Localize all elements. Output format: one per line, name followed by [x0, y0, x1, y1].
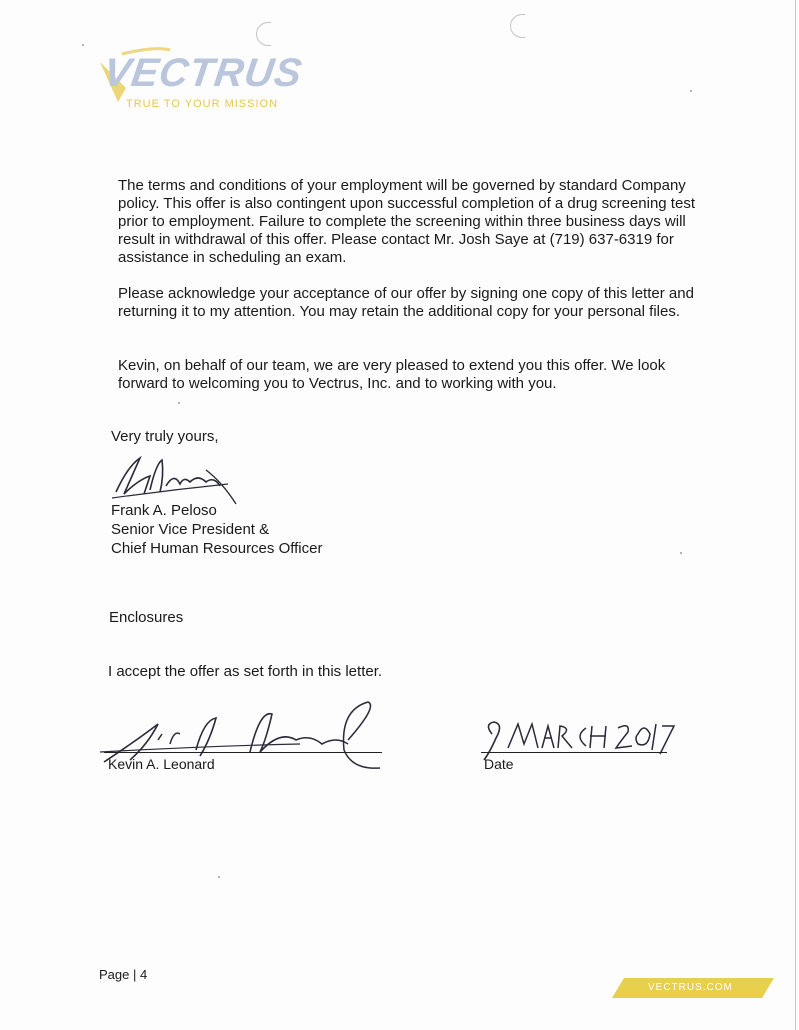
- enclosures-label: Enclosures: [109, 609, 184, 626]
- acceptance-statement: I accept the offer as set forth in this letter.: [108, 663, 383, 680]
- paragraph-welcome: Kevin, on behalf of our team, we are very pleased to extend you this offer. We look forward to welcoming you to Vectrus, Inc. and to working with you.: [118, 357, 666, 392]
- date-label: Date: [484, 756, 514, 772]
- punch-hole-mark: [510, 14, 525, 38]
- footer-website-text: VECTRUS.COM: [648, 982, 733, 993]
- closing-line: Very truly yours,: [111, 428, 219, 445]
- scan-speck: [680, 552, 682, 554]
- paragraph-terms: The terms and conditions of your employment will be governed by standard Company policy. This offer is also contingent upon successful completion of a drug screening test prior to employment. Failure to complete the screening within three business days will result in withdrawal of this offer. Please contact Mr. Josh Saye at (719) 637-6319 for assistance in scheduling an exam.: [118, 177, 695, 266]
- scan-speck: [690, 90, 692, 92]
- scan-speck: [218, 876, 220, 878]
- logo-wordmark: VECTRUS: [100, 51, 306, 95]
- acceptor-name: Kevin A. Leonard: [108, 756, 215, 772]
- paragraph-acknowledge: Please acknowledge your acceptance of our offer by signing one copy of this letter and returning it to my attention. You may retain the additional copy for your personal files.: [118, 285, 694, 320]
- scan-speck: [178, 402, 180, 404]
- logo-tagline: TRUE TO YOUR MISSION: [126, 98, 279, 110]
- signer-title-line2: Chief Human Resources Officer: [111, 540, 323, 557]
- signer-name: Frank A. Peloso: [111, 502, 217, 519]
- scan-speck: [82, 44, 84, 46]
- acceptance-signature-line: [104, 752, 382, 753]
- punch-hole-mark: [256, 22, 271, 46]
- signer-block: [111, 501, 322, 558]
- signer-title-line1: Senior Vice President &: [111, 521, 270, 538]
- page-number: Page | 4: [99, 967, 148, 982]
- date-signature-line: [481, 752, 667, 753]
- company-logo: [96, 44, 306, 120]
- scan-edge-line: [795, 0, 796, 1030]
